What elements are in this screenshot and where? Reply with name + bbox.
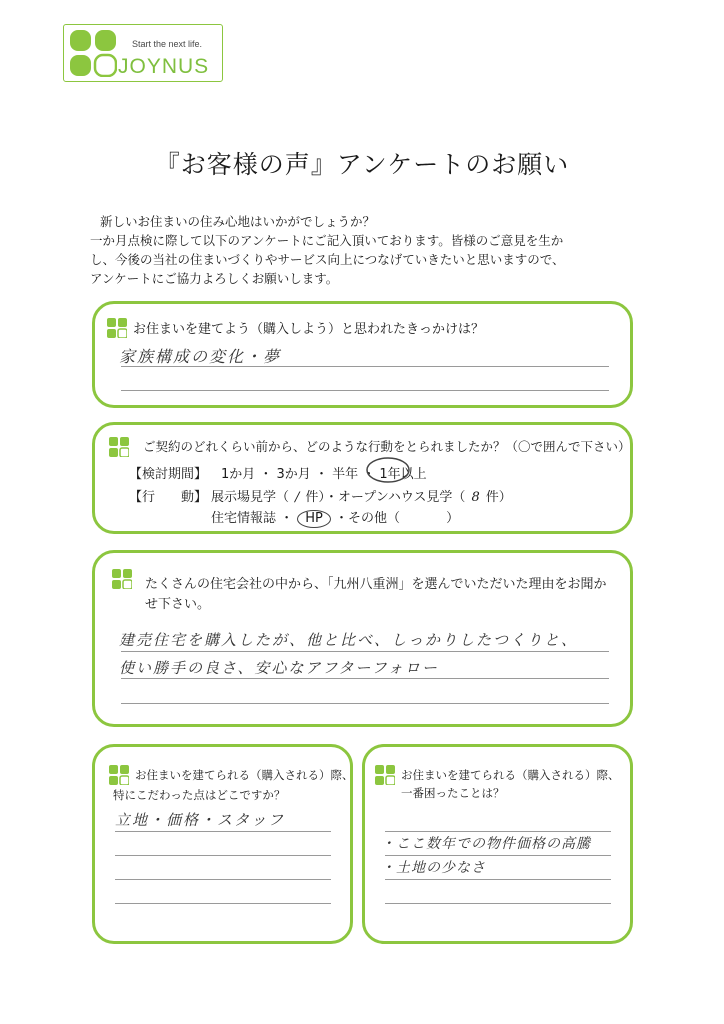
action-label-start: 【行 xyxy=(129,490,156,505)
question-text: せ下さい。 xyxy=(145,597,211,612)
question-text: お住まいを建てよう（購入しよう）と思われたきっかけは？ xyxy=(133,322,485,337)
answer-line xyxy=(115,831,331,832)
company-logo xyxy=(63,24,223,82)
logo-name: JOYNUS xyxy=(118,55,210,78)
answer-text[interactable]: ・土地の少なさ xyxy=(381,860,486,876)
answer-line xyxy=(121,390,609,391)
clover-icon xyxy=(112,569,132,589)
action-showroom: 展示場見学（ xyxy=(211,490,290,505)
action-openhouse-end: 件） xyxy=(485,490,512,505)
intro-line: し、今後の当社の住まいづくりやサービス向上につなげていきたいと思いますので、 xyxy=(90,252,565,267)
answer-line xyxy=(115,903,331,904)
action-label-end: 動】 xyxy=(181,490,208,505)
answer-text[interactable]: 使い勝手の良さ、安心なアフターフォロー xyxy=(119,659,439,677)
selection-circle xyxy=(363,455,413,485)
action-line-1 xyxy=(211,486,512,505)
action-magazine: 住宅情報誌 ・ xyxy=(211,511,294,526)
answer-text[interactable]: 家族構成の変化・夢 xyxy=(119,347,282,366)
question-text: たくさんの住宅会社の中から、「九州八重洲」を選んでいただいた理由をお聞か xyxy=(145,577,607,592)
period-label: 【検討期間】 xyxy=(129,467,208,482)
clover-icon xyxy=(109,437,129,457)
question-text: ご契約のどれくらい前から、どのような行動をとられましたか？（〇で囲んで下さい） xyxy=(143,439,631,454)
answer-line xyxy=(385,879,611,880)
page-title: 『お客様の声』アンケートのお願い xyxy=(154,150,570,179)
answer-line xyxy=(121,678,609,679)
action-other-end: ） xyxy=(446,511,460,526)
period-options[interactable]: 1か月 ・ 3か月 ・ 半年 ・ 1年以上 xyxy=(221,467,427,482)
action-hp[interactable]: HP xyxy=(297,510,331,528)
action-line-2 xyxy=(211,507,459,528)
question-box-trouble xyxy=(362,744,633,944)
answer-line xyxy=(115,879,331,880)
answer-line xyxy=(385,855,611,856)
intro-line: アンケートにご協力よろしくお願いします。 xyxy=(90,271,339,286)
question-box-focus xyxy=(92,744,353,944)
answer-text[interactable]: ・ここ数年での物件価格の高騰 xyxy=(381,836,591,852)
logo-tagline: Start the next life. xyxy=(132,39,203,49)
answer-text[interactable]: 建売住宅を購入したが、他と比べ、しっかりしたつくりと、 xyxy=(119,631,579,649)
action-other: ・その他（ xyxy=(335,511,401,526)
clover-icon xyxy=(109,765,129,785)
answer-line xyxy=(385,831,611,832)
intro-line: 一か月点検に際して以下のアンケートにご記入頂いております。皆様のご意見を生か xyxy=(90,233,564,248)
count-showroom[interactable]: / xyxy=(295,490,300,505)
question-text: 一番困ったことは？ xyxy=(401,786,505,800)
answer-line xyxy=(121,703,609,704)
intro-text xyxy=(90,212,650,288)
question-box-actions xyxy=(92,422,633,534)
answer-line xyxy=(385,903,611,904)
clover-icon xyxy=(69,29,117,77)
answer-line xyxy=(121,651,609,652)
question-box-reason xyxy=(92,550,633,727)
question-text: お住まいを建てられる（購入される）際、 xyxy=(135,768,354,782)
answer-line xyxy=(121,366,609,367)
count-openhouse[interactable]: 8 xyxy=(471,490,480,505)
answer-text[interactable]: 立地・価格・スタッフ xyxy=(115,811,286,829)
intro-line: 新しいお住まいの住み心地はいかがでしょうか？ xyxy=(100,214,376,229)
question-text: お住まいを建てられる（購入される）際、 xyxy=(401,768,620,782)
action-label xyxy=(129,486,207,505)
action-openhouse: 件）・オープンハウス見学（ xyxy=(305,490,466,505)
answer-line xyxy=(115,855,331,856)
question-box-motivation xyxy=(92,301,633,408)
question-text: 特にこだわった点はどこですか？ xyxy=(113,788,286,802)
clover-icon xyxy=(107,318,127,338)
clover-icon xyxy=(375,765,395,785)
